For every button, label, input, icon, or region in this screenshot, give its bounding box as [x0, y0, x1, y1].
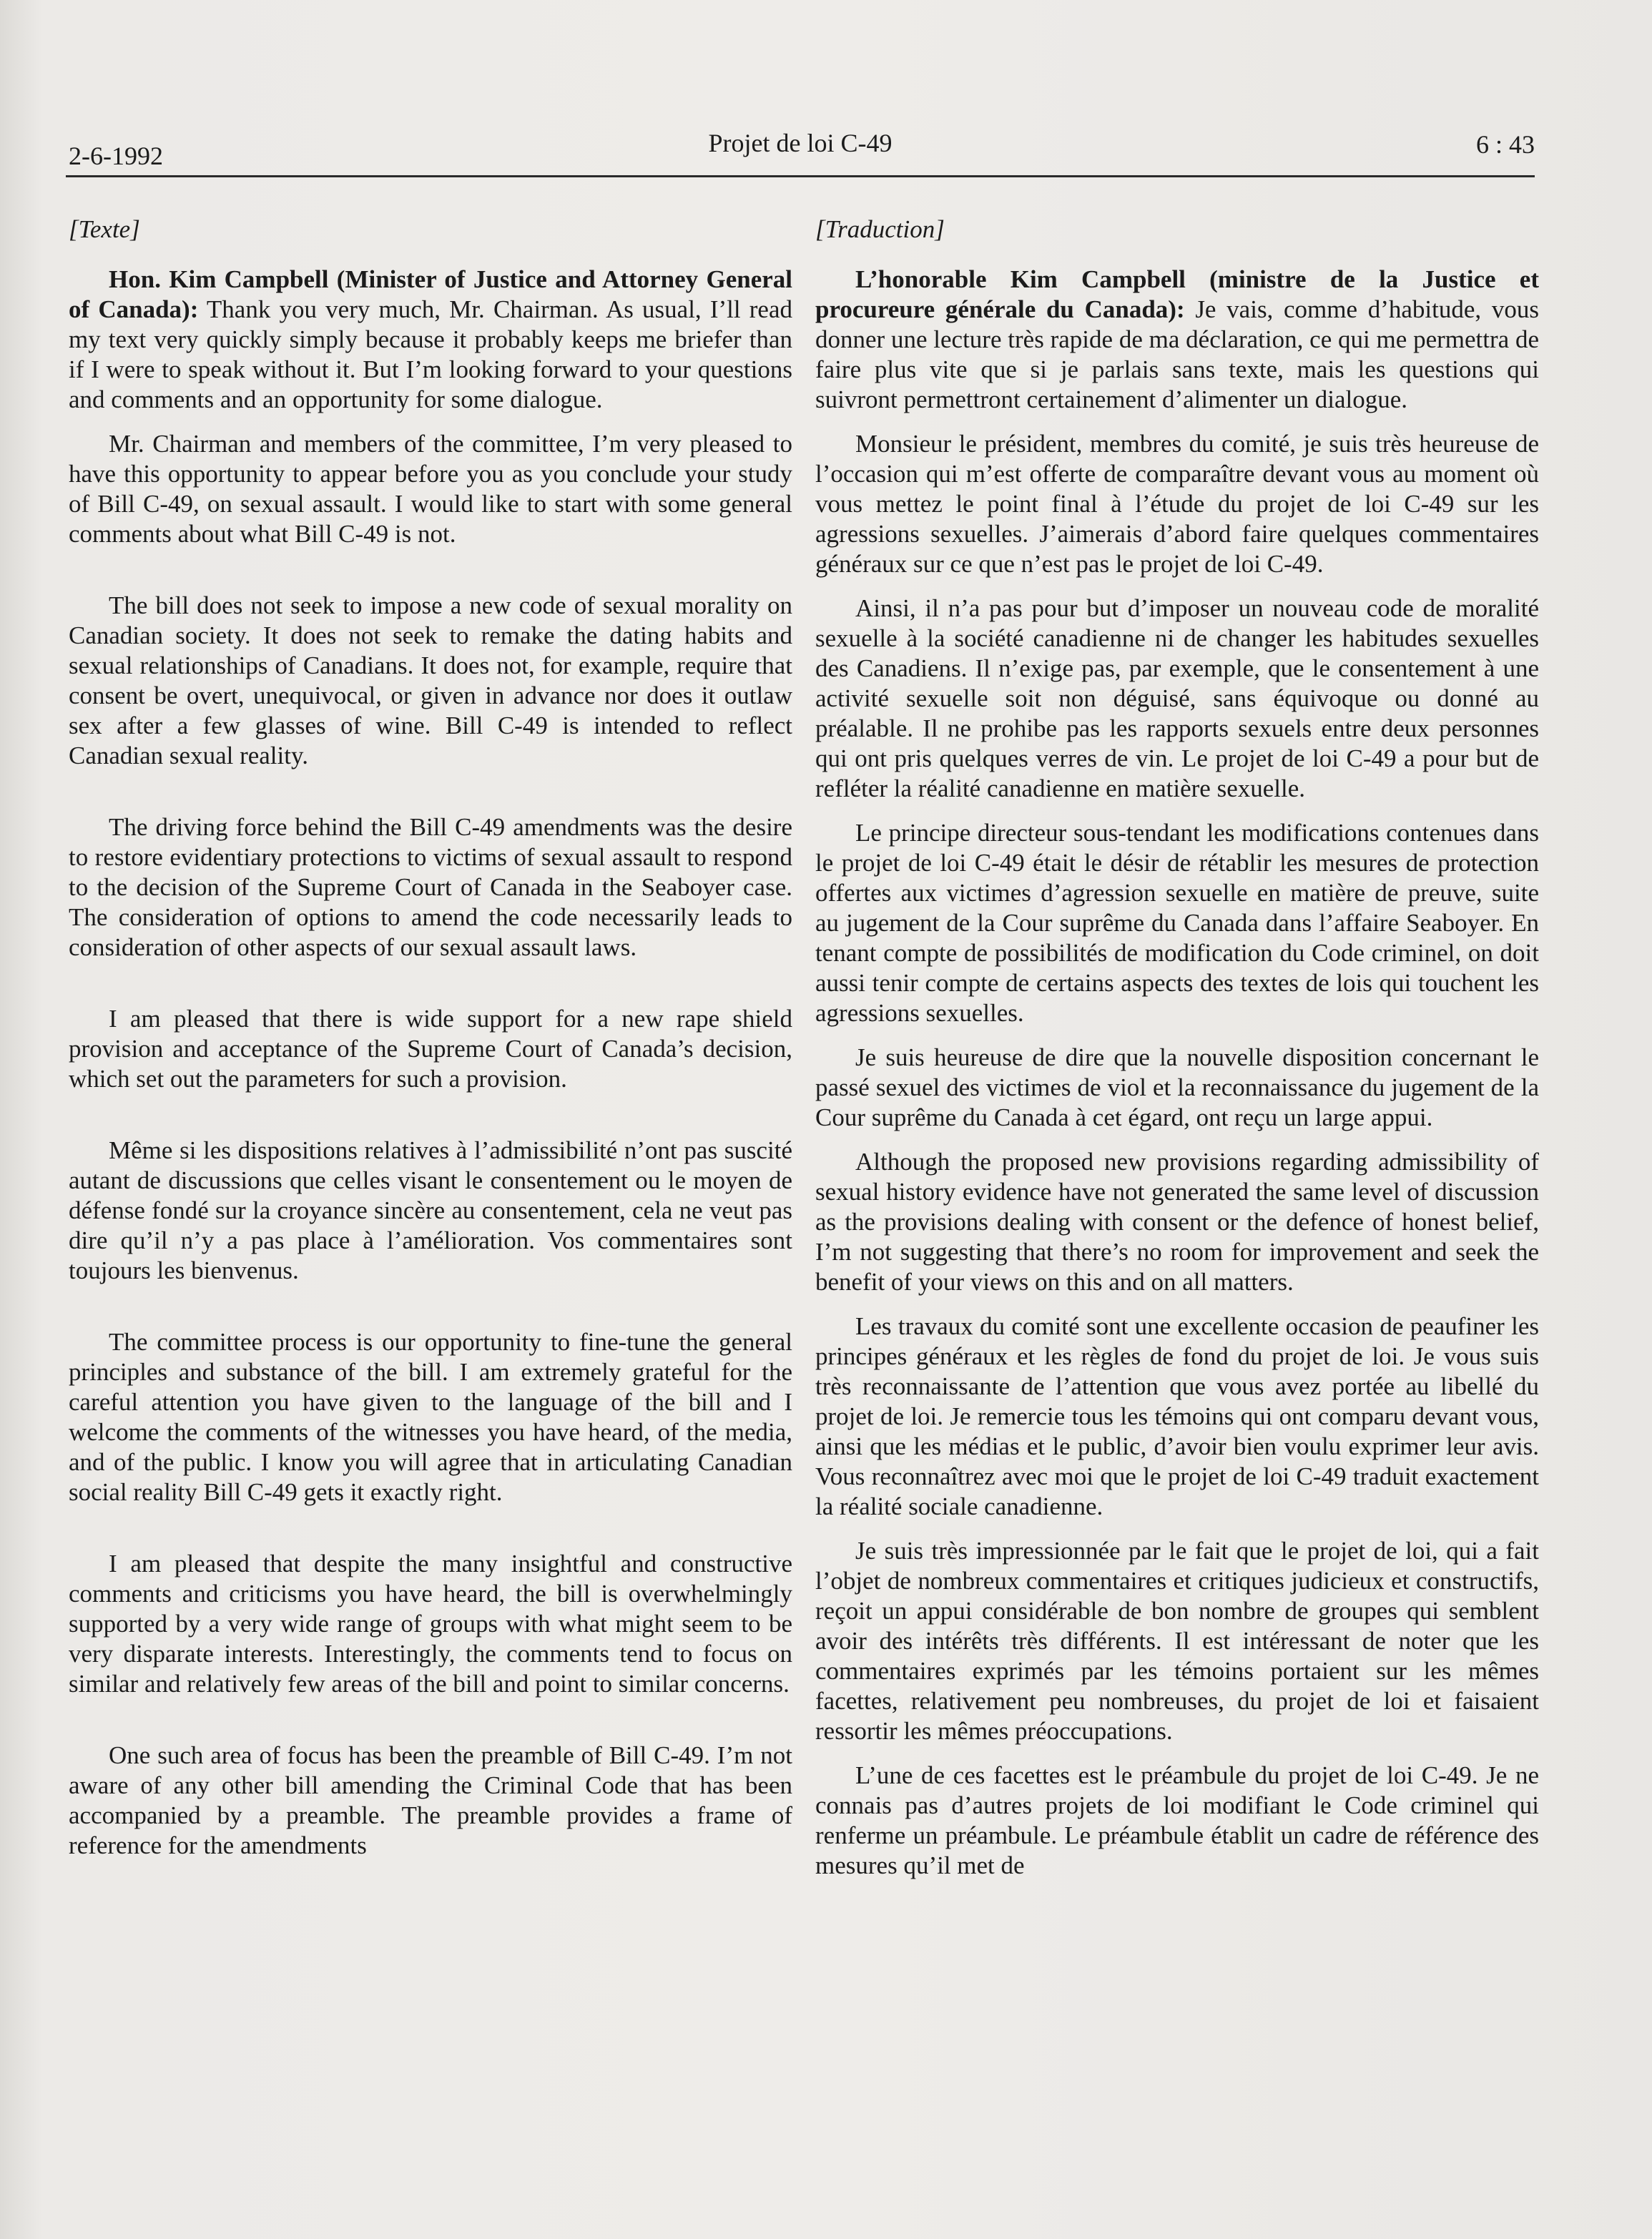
- paragraph-4: Le principe directeur sous-tendant les modifications contenues dans le projet de loi C-49 était le désir de rétablir les mesures de protection offertes aux victimes d’agression sexuelle en matière de preuve, suite au jugement de la Cour suprême du Canada dans l’affaire Seaboyer. En tenant compte de possibilités de modification du Code criminel, on doit aussi tenir compte de certains aspects des textes de lois qui touchent les agressions sexuelles.: [815, 819, 1539, 1027]
- paragraph-1-text: Thank you very much, Mr. Chairman. As usual, I’ll read my text very quickly simply because it probably keeps me briefer than if I were to speak without it. But I’m looking forward to your questions and comments and an opportunity for some dialogue.: [69, 295, 792, 413]
- paragraph-9: One such area of focus has been the preamble of Bill C-49. I’m not aware of any other bill amending the Criminal Code that has been accompanied by a preamble. The preamble provides a frame of reference for the amendments: [69, 1741, 792, 1859]
- paragraph-2: Mr. Chairman and members of the committee, I’m very pleased to have this opportunity to appear before you as you conclude your study of Bill C-49, on sexual assault. I would like to start with some general comments about what Bill C-49 is not.: [69, 430, 792, 548]
- paragraph-5: I am pleased that there is wide support for a new rape shield provision and acceptance of the Supreme Court of Canada’s decision, which set out the parameters for such a provision.: [69, 1005, 792, 1093]
- header-title: Projet de loi C-49: [708, 129, 893, 157]
- paragraph-2: Monsieur le président, membres du comité, je suis très heureuse de l’occasion qui m’est offerte de comparaître devant vous au moment où vous mettez le point final à l’étude du projet de loi C-49 sur les agressions sexuelles. J’aimerais d’abord faire quelques commentaires généraux sur ce que n’est pas le projet de loi C-49.: [815, 430, 1539, 578]
- paragraph-9: L’une de ces facettes est le préambule du projet de loi C-49. Je ne connais pas d’autres projets de loi modifiant le Code criminel qui renferme un préambule. Le préambule établit un cadre de référence des mesures qu’il met de: [815, 1761, 1539, 1879]
- speaker-name: L’honorable Kim Campbell (ministre de la Justice et procureure générale du Canada):: [815, 265, 1539, 323]
- paragraph-1: [815, 265, 1539, 415]
- french-column: [815, 215, 1539, 1895]
- header-date: 2-6-1992: [69, 142, 163, 170]
- column-tag-traduction: [Traduction]: [815, 215, 945, 243]
- paragraph-7: Les travaux du comité sont une excellente occasion de peaufiner les principes généraux et les règles de fond du projet de loi. Je vous suis très reconnaissante de l’attention que vous avez portée au libellé du projet de loi. Je remercie tous les témoins qui ont comparu devant vous, ainsi que les médias et le public, d’avoir bien voulu exprimer leur avis. Vous reconnaîtrez avec moi que le projet de loi C-49 traduit exactement la réalité sociale canadienne.: [815, 1312, 1539, 1520]
- paragraph-3: Ainsi, il n’a pas pour but d’imposer un nouveau code de moralité sexuelle à la société canadienne ni de changer les habitudes sexuelles des Canadiens. Il n’exige pas, par exemple, que le consentement à une activité sexuelle soit non déguisé, sans équivoque ou donné au préalable. Il ne prohibe pas les rapports sexuels entre deux personnes qui ont pris quelques verres de vin. Le projet de loi C-49 a pour but de refléter la réalité canadienne en matière sexuelle.: [815, 594, 1539, 802]
- header-page-number: 6 : 43: [1475, 130, 1535, 159]
- column-tag-texte: [Texte]: [69, 215, 140, 243]
- paragraph-1-text: Je vais, comme d’habitude, vous donner une lecture très rapide de ma déclaration, ce qui me permettra de faire plus vite que si je parlais sans texte, mais les questions qui suivront permettront certainement d’alimenter un dialogue.: [815, 295, 1539, 413]
- english-column: [69, 215, 792, 1875]
- paragraph-1: [69, 265, 792, 415]
- paragraph-7: The committee process is our opportunity to fine-tune the general principles and substance of the bill. I am extremely grateful for the careful attention you have given to the language of the bill and I welcome the comments of the witnesses you have heard, of the media, and of the public. I know you will agree that in articulating Canadian social reality Bill C-49 gets it exactly right.: [69, 1328, 792, 1506]
- paragraph-3: The bill does not seek to impose a new code of sexual morality on Canadian society. It does not seek to remake the dating habits and sexual relationships of Canadians. It does not, for example, require that consent be overt, unequivocal, or given in advance nor does it outlaw sex after a few glasses of wine. Bill C-49 is intended to reflect Canadian sexual reality.: [69, 591, 792, 769]
- paragraph-6: Même si les dispositions relatives à l’admissibilité n’ont pas suscité autant de discussions que celles visant le consentement ou le moyen de défense fondé sur la croyance sincère au consentement, cela ne veut pas dire qu’il n’y a pas place à l’amélioration. Vos commentaires sont toujours les bienvenus.: [69, 1136, 792, 1284]
- paragraph-8: Je suis très impressionnée par le fait que le projet de loi, qui a fait l’objet de nombreux commentaires et critiques judicieux et constructifs, reçoit un appui considérable de bon nombre de groupes qui semblent avoir des intérêts très différents. Il est intéressant de noter que les commentaires exprimés par les témoins portaient sur les mêmes facettes, relativement peu nombreuses, du projet de loi et faisaient ressortir les mêmes préoccupations.: [815, 1537, 1539, 1745]
- paragraph-6: Although the proposed new provisions regarding admissibility of sexual history evidence have not generated the same level of discussion as the provisions dealing with consent or the defence of honest belief, I’m not suggesting that there’s no room for improvement and seek the benefit of your views on this and on all matters.: [815, 1148, 1539, 1296]
- speaker-name: Hon. Kim Campbell (Minister of Justice and Attorney General of Canada):: [69, 265, 792, 323]
- paragraph-4: The driving force behind the Bill C-49 amendments was the desire to restore evidentiary protections to victims of sexual assault to respond to the decision of the Supreme Court of Canada in the Seaboyer case. The consideration of options to amend the code necessarily leads to consideration of other aspects of our sexual assault laws.: [69, 813, 792, 961]
- paragraph-8: I am pleased that despite the many insightful and constructive comments and criticisms you have heard, the bill is overwhelmingly supported by a very wide range of groups with what might seem to be very disparate interests. Interestingly, the comments tend to focus on similar and relatively few areas of the bill and point to similar concerns.: [69, 1550, 792, 1698]
- page-header: [66, 125, 1535, 177]
- paragraph-5: Je suis heureuse de dire que la nouvelle disposition concernant le passé sexuel des victimes de viol et la reconnaissance du jugement de la Cour suprême du Canada à cet égard, ont reçu un large appui.: [815, 1043, 1539, 1131]
